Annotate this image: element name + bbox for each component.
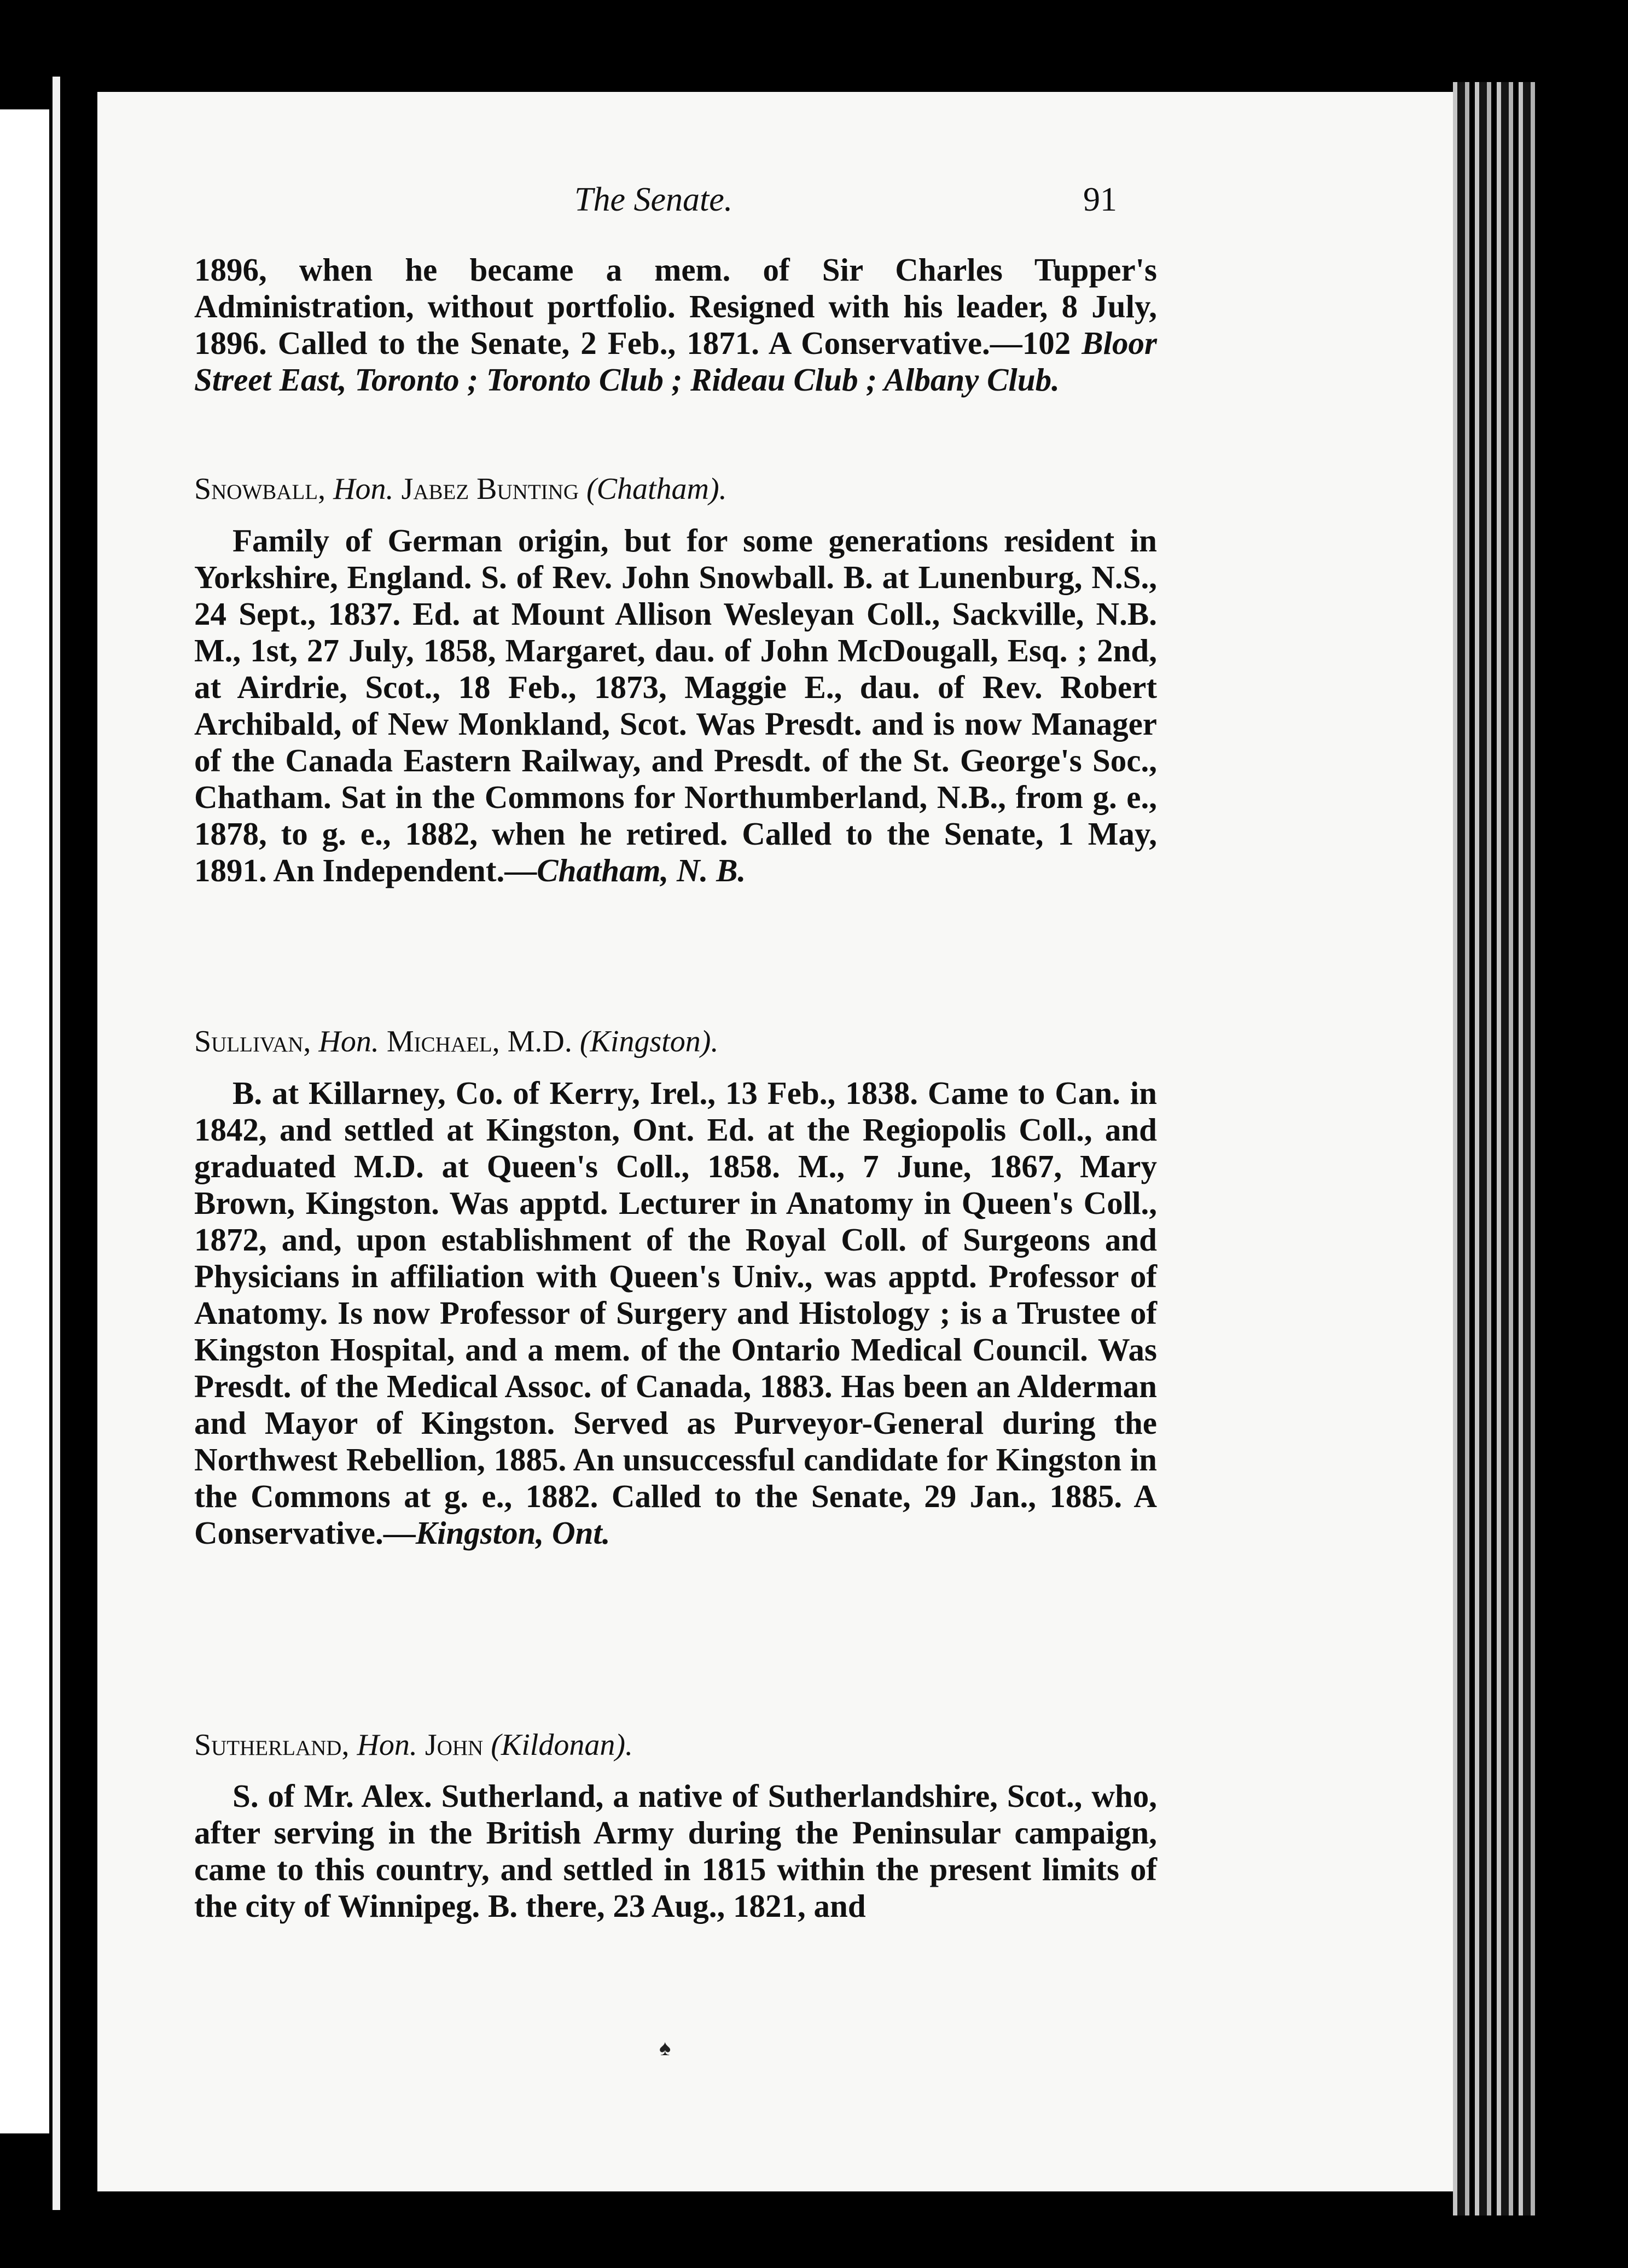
binding-edge	[53, 77, 60, 2210]
entry-heading-sullivan	[194, 1024, 718, 1059]
surname: Snowball,	[194, 472, 326, 506]
senate-division: (Chatham).	[586, 472, 727, 506]
continuation-text: 1896, when he became a mem. of Sir Charles Tupper's Administration, without portfolio. Resigned with his leader, 8 July, 1896. Called to the Senate, 2 Feb., 1871. A Conservative.—102	[194, 252, 1157, 361]
given-name: Jabez Bunting	[401, 472, 579, 506]
page-left-margin	[0, 109, 49, 2133]
tupper-continuation	[194, 252, 1157, 438]
entry-heading-sutherland	[194, 1728, 633, 1763]
entry-body-snowball	[194, 522, 1157, 998]
entry-text: Family of German origin, but for some generations resident in Yorkshire, England. S. of Rev. John Snowball. B. at Lunenburg, N.S., 24 Sept., 1837. Ed. at Mount Allison Wesleyan Coll., Sackville, N.B. M., 1st, 27 July, 1858, Margaret, dau. of John McDougall, Esq. ; 2nd, at Airdrie, Scot., 18 Feb., 1873, Maggie E., dau. of Rev. Robert Archibald, of New Monkland, Scot. Was Presdt. and is now Manager of the Canada Eastern Railway, and Presdt. of the St. George's Soc., Chatham. Sat in the Commons for Northumberland, N.B., from g. e., 1878, to g. e., 1882, when he retired. Called to the Senate, 1 May, 1891. An Independent.—	[194, 522, 1157, 888]
senate-division: (Kildonan).	[491, 1728, 633, 1762]
entry-text: B. at Killarney, Co. of Kerry, Irel., 13 Feb., 1838. Came to Can. in 1842, and settled at Kingston, Ont. Ed. at the Regiopolis Coll., and graduated M.D. at Queen's Coll., 1858. M., 7 June, 1867, Mary Brown, Kingston. Was apptd. Lecturer in Anatomy in Queen's Coll., 1872, and, upon establishment of the Royal Coll. of Surgeons and Physicians in affiliation with Queen's Univ., was apptd. Professor of Anatomy. Is now Professor of Surgery and Histology ; is a Trustee of Kingston Hospital, and a mem. of the Ontario Medical Council. Was Presdt. of the Medical Assoc. of Canada, 1883. Has been an Alderman and Mayor of Kingston. Served as Purveyor-General during the Northwest Rebellion, 1885. An unsuccessful candidate for Kingston in the Commons at g. e., 1882. Called to the Senate, 29 Jan., 1885. A Conservative.—	[194, 1075, 1157, 1551]
honorific: Hon.	[333, 472, 394, 506]
entry-heading-snowball	[194, 472, 727, 507]
scan-speck: ♠	[659, 2036, 671, 2060]
entry-body-sutherland	[194, 1778, 1157, 1969]
continuation-address: Bloor Street East, Toronto ; Toronto Club ; Rideau Club ; Albany Club.	[194, 325, 1157, 398]
running-header: The Senate.	[574, 181, 733, 218]
surname: Sutherland,	[194, 1728, 350, 1762]
entry-text: S. of Mr. Alex. Sutherland, a native of Sutherlandshire, Scot., who, after serving in the British Army during the Peninsular campaign, came to this country, and settled in 1815 within the present limits of the city of Winnipeg. B. there, 23 Aug., 1821, and	[194, 1778, 1157, 1924]
honorific: Hon.	[357, 1728, 417, 1762]
page-number: 91	[1083, 181, 1117, 218]
entry-address: Chatham, N. B.	[537, 852, 746, 888]
entry-body-sullivan	[194, 1075, 1157, 1709]
entry-address: Kingston, Ont.	[415, 1515, 610, 1551]
given-name: Michael, M.D.	[386, 1025, 572, 1059]
page-edges	[1453, 82, 1540, 2215]
given-name: John	[425, 1728, 484, 1762]
surname: Sullivan,	[194, 1025, 311, 1059]
honorific: Hon.	[318, 1025, 379, 1059]
senate-division: (Kingston).	[579, 1025, 719, 1059]
